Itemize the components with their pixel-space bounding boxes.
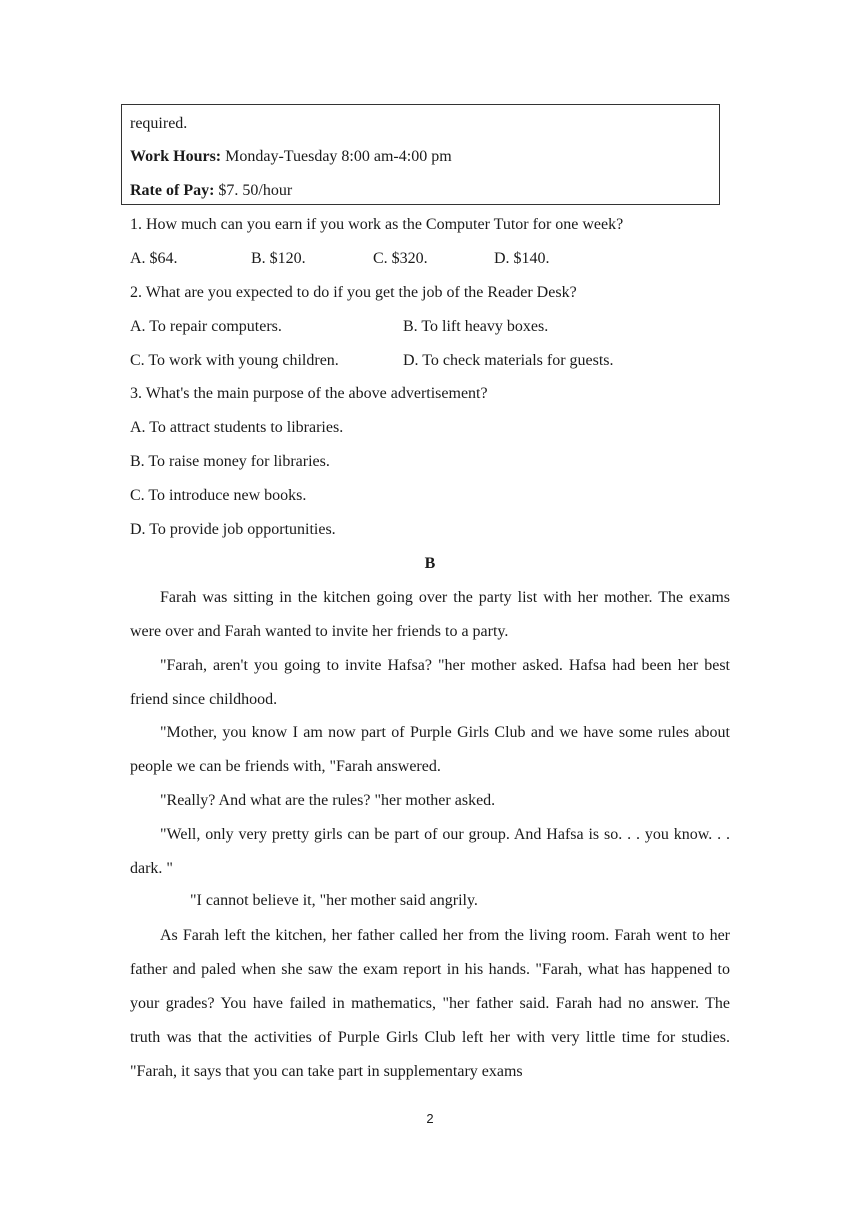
work-hours-label: Work Hours:	[130, 148, 222, 165]
paragraph-4	[130, 784, 730, 818]
q2-option-d: D. To check materials for guests.	[403, 352, 614, 369]
paragraph-3	[130, 716, 730, 784]
paragraph-2	[130, 649, 730, 717]
rate-of-pay-line	[130, 182, 292, 200]
q1-option-a: A. $64.	[130, 250, 178, 267]
q2-option-a: A. To repair computers.	[130, 318, 282, 335]
paragraph-6: "I cannot believe it, "her mother said angrily.	[190, 892, 478, 909]
rate-of-pay-label: Rate of Pay:	[130, 182, 215, 199]
q2-option-c: C. To work with young children.	[130, 352, 339, 369]
question-1: 1. How much can you earn if you work as the Computer Tutor for one week?	[130, 216, 624, 233]
q1-option-d: D. $140.	[494, 250, 550, 267]
paragraph-5-text: "Well, only very pretty girls can be part of our group. And Hafsa is so. . . you know. . . dark. "	[130, 826, 730, 877]
paragraph-3-text: "Mother, you know I am now part of Purple Girls Club and we have some rules about people we can be friends with, "Farah answered.	[130, 724, 730, 775]
box-line-required: required.	[130, 115, 188, 132]
paragraph-5	[130, 818, 730, 886]
work-hours-line	[130, 148, 452, 166]
q1-option-c: C. $320.	[373, 250, 428, 267]
page-number: 2	[426, 1111, 434, 1126]
paragraph-7-text: As Farah left the kitchen, her father called her from the living room. Farah went to her father and paled when she saw the exam report in his hands. "Farah, what has happened to your grades? You have failed in mathematics, "her father said. Farah had no answer. The truth was that the activities of Purple Girls Club left her with very little time for studies. "Farah, it says that you can take part in supplementary exams	[130, 927, 730, 1080]
q1-option-b: B. $120.	[251, 250, 306, 267]
question-3: 3. What's the main purpose of the above advertisement?	[130, 385, 488, 402]
job-details-box	[121, 104, 720, 205]
q3-option-c: C. To introduce new books.	[130, 487, 307, 504]
paragraph-2-text: "Farah, aren't you going to invite Hafsa? "her mother asked. Hafsa had been her best friend since childhood.	[130, 657, 730, 708]
work-hours-value: Monday-Tuesday 8:00 am-4:00 pm	[221, 148, 452, 165]
q2-option-b: B. To lift heavy boxes.	[403, 318, 549, 335]
section-heading-b: B	[424, 555, 436, 572]
q3-option-d: D. To provide job opportunities.	[130, 521, 336, 538]
paragraph-4-text: "Really? And what are the rules? "her mother asked.	[160, 792, 496, 809]
paragraph-1-text: Farah was sitting in the kitchen going over the party list with her mother. The exams were over and Farah wanted to invite her friends to a party.	[130, 589, 730, 640]
paragraph-7	[130, 919, 730, 1089]
q3-option-b: B. To raise money for libraries.	[130, 453, 330, 470]
paragraph-1	[130, 581, 730, 649]
rate-of-pay-value: $7. 50/hour	[214, 182, 293, 199]
q3-option-a: A. To attract students to libraries.	[130, 419, 344, 436]
question-2: 2. What are you expected to do if you get the job of the Reader Desk?	[130, 284, 577, 301]
